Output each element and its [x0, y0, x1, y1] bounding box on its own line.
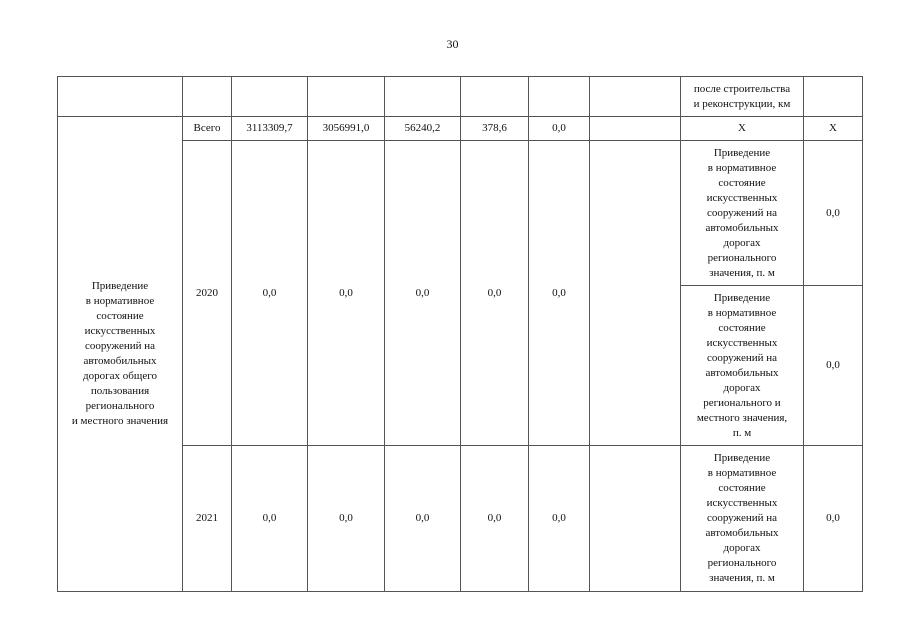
total-indicator: Х [681, 117, 804, 141]
year-2020-value-all: 0,0 [232, 141, 308, 446]
year-2020-value-federal: 0,0 [385, 141, 461, 446]
indicator-regional-local-2020: Приведение в нормативное состояние искусственных сооружений на автомобильных дорогах регионального и местного значения, п. м [681, 286, 804, 446]
year-2021-executor-cell [590, 446, 681, 592]
header-cell-total [232, 77, 308, 117]
total-value-local: 378,6 [461, 117, 529, 141]
year-2021-value-local: 0,0 [461, 446, 529, 592]
year-2020-value-regional: 0,0 [308, 141, 385, 446]
total-executor-cell [590, 117, 681, 141]
total-label: Всего [183, 117, 232, 141]
year-2021-value-other: 0,0 [529, 446, 590, 592]
total-value-all: 3113309,7 [232, 117, 308, 141]
row-label: Приведение в нормативное состояние искусственных сооружений на автомобильных дорогах общего пользования регионального и местного значения [58, 117, 183, 592]
year-cell: 2021 [183, 446, 232, 592]
year-2020-value-other: 0,0 [529, 141, 590, 446]
header-cell-executor [590, 77, 681, 117]
header-row [58, 77, 863, 117]
indicator-regional-local-2020-value: 0,0 [804, 286, 863, 446]
indicator-regional-2021: Приведение в нормативное состояние искусственных сооружений на автомобильных дорогах регионального значения, п. м [681, 446, 804, 592]
year-cell: 2020 [183, 141, 232, 446]
total-row [58, 117, 863, 141]
header-cell-name [58, 77, 183, 117]
year-2021-value-federal: 0,0 [385, 446, 461, 592]
header-cell-other-sources [529, 77, 590, 117]
total-value-other: 0,0 [529, 117, 590, 141]
indicator-regional-2020-value: 0,0 [804, 141, 863, 286]
total-value-federal: 56240,2 [385, 117, 461, 141]
year-2021-value-regional: 0,0 [308, 446, 385, 592]
header-cell-regional-budget [308, 77, 385, 117]
total-value-regional: 3056991,0 [308, 117, 385, 141]
year-2021-value-all: 0,0 [232, 446, 308, 592]
total-indicator-value: Х [804, 117, 863, 141]
header-cell-local-budget [461, 77, 529, 117]
header-cell-year [183, 77, 232, 117]
year-2020-value-local: 0,0 [461, 141, 529, 446]
indicator-regional-2020: Приведение в нормативное состояние искусственных сооружений на автомобильных дорогах регионального значения, п. м [681, 141, 804, 286]
year-2020-executor-cell [590, 141, 681, 446]
header-cell-indicator-value [804, 77, 863, 117]
indicator-regional-2021-value: 0,0 [804, 446, 863, 592]
program-table [57, 76, 863, 592]
header-cell-federal-budget [385, 77, 461, 117]
header-indicator-text: после строительства и реконструкции, км [681, 77, 804, 117]
page-number: 30 [446, 37, 459, 51]
